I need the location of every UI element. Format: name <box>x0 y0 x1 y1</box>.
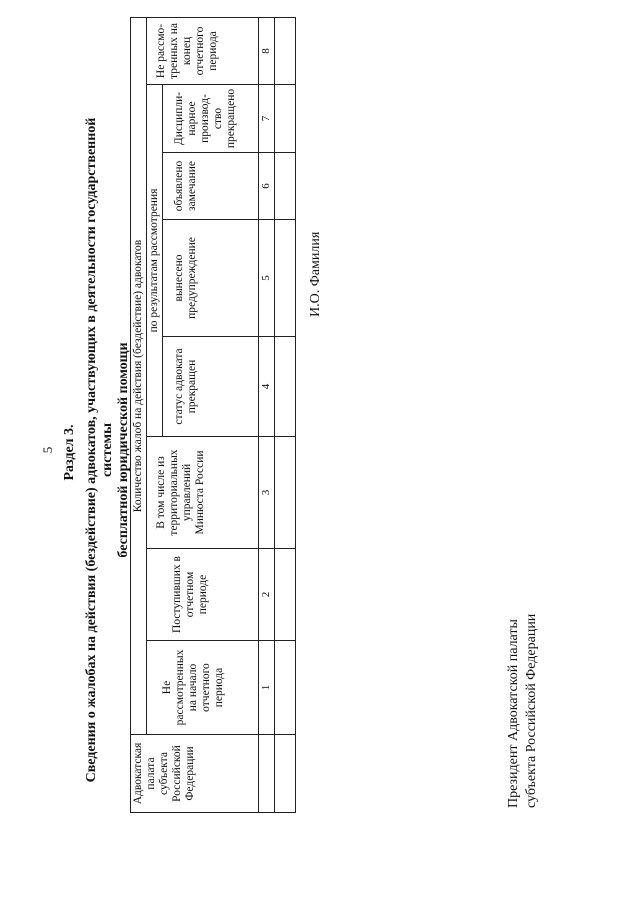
title-line-1: Сведения о жалобах на действия (бездействие) адвокатов, участвующих в деятельности государственной системы <box>84 117 115 783</box>
signature-name: И.О. Фамилия <box>308 231 323 317</box>
header-ministry: В том числе из территориальных управлений Минюста России <box>147 437 259 549</box>
header-chamber: Адвокатская палата субъекта Российской Федерации <box>131 735 259 813</box>
title-line-2: бесплатной юридической помощи <box>116 342 131 558</box>
table-cell[interactable] <box>275 735 296 813</box>
table-cell[interactable] <box>275 17 296 84</box>
signature-line-2: субъекта Российской Федерации <box>524 613 539 808</box>
header-disciplinary: Дисципли-нарное производ-ство прекращено <box>163 85 259 153</box>
table-cell[interactable] <box>275 220 296 337</box>
table-cell[interactable] <box>275 337 296 437</box>
table-cell[interactable] <box>275 437 296 549</box>
table-cell[interactable] <box>275 85 296 153</box>
header-unreviewed-end: Не рассмо-тренных на конец отчетного периода <box>147 17 259 84</box>
table-cell[interactable] <box>275 641 296 735</box>
col-number-blank <box>259 735 275 813</box>
col-number: 3 <box>259 437 275 549</box>
column-number-row <box>259 17 275 812</box>
signature-position <box>505 614 541 808</box>
col-number: 1 <box>259 641 275 735</box>
col-number: 7 <box>259 85 275 153</box>
header-complaints-count: Количество жалоб на действия (бездействие) адвокатов <box>131 17 147 734</box>
header-unreviewed-start: Не рассмотренных на начало отчетного периода <box>147 641 259 735</box>
header-status-terminated: статус адвоката прекращен <box>163 337 259 437</box>
header-review-results: по результатам рассмотрения <box>147 85 163 437</box>
col-number: 2 <box>259 549 275 641</box>
table-cell[interactable] <box>275 549 296 641</box>
header-remark: объявлено замечание <box>163 153 259 220</box>
page-number: 5 <box>40 446 55 454</box>
header-warning: вынесено предупреждение <box>163 220 259 337</box>
col-number: 4 <box>259 337 275 437</box>
report-title <box>84 90 132 810</box>
header-received: Поступивших в отчетном периоде <box>147 549 259 641</box>
col-number: 6 <box>259 153 275 220</box>
section-heading: Раздел 3. <box>62 424 77 481</box>
complaints-table <box>130 17 296 813</box>
col-number: 5 <box>259 220 275 337</box>
signature-line-1: Президент Адвокатской палаты <box>506 619 521 808</box>
table-cell[interactable] <box>275 153 296 220</box>
table-row <box>275 17 296 812</box>
col-number: 8 <box>259 17 275 84</box>
